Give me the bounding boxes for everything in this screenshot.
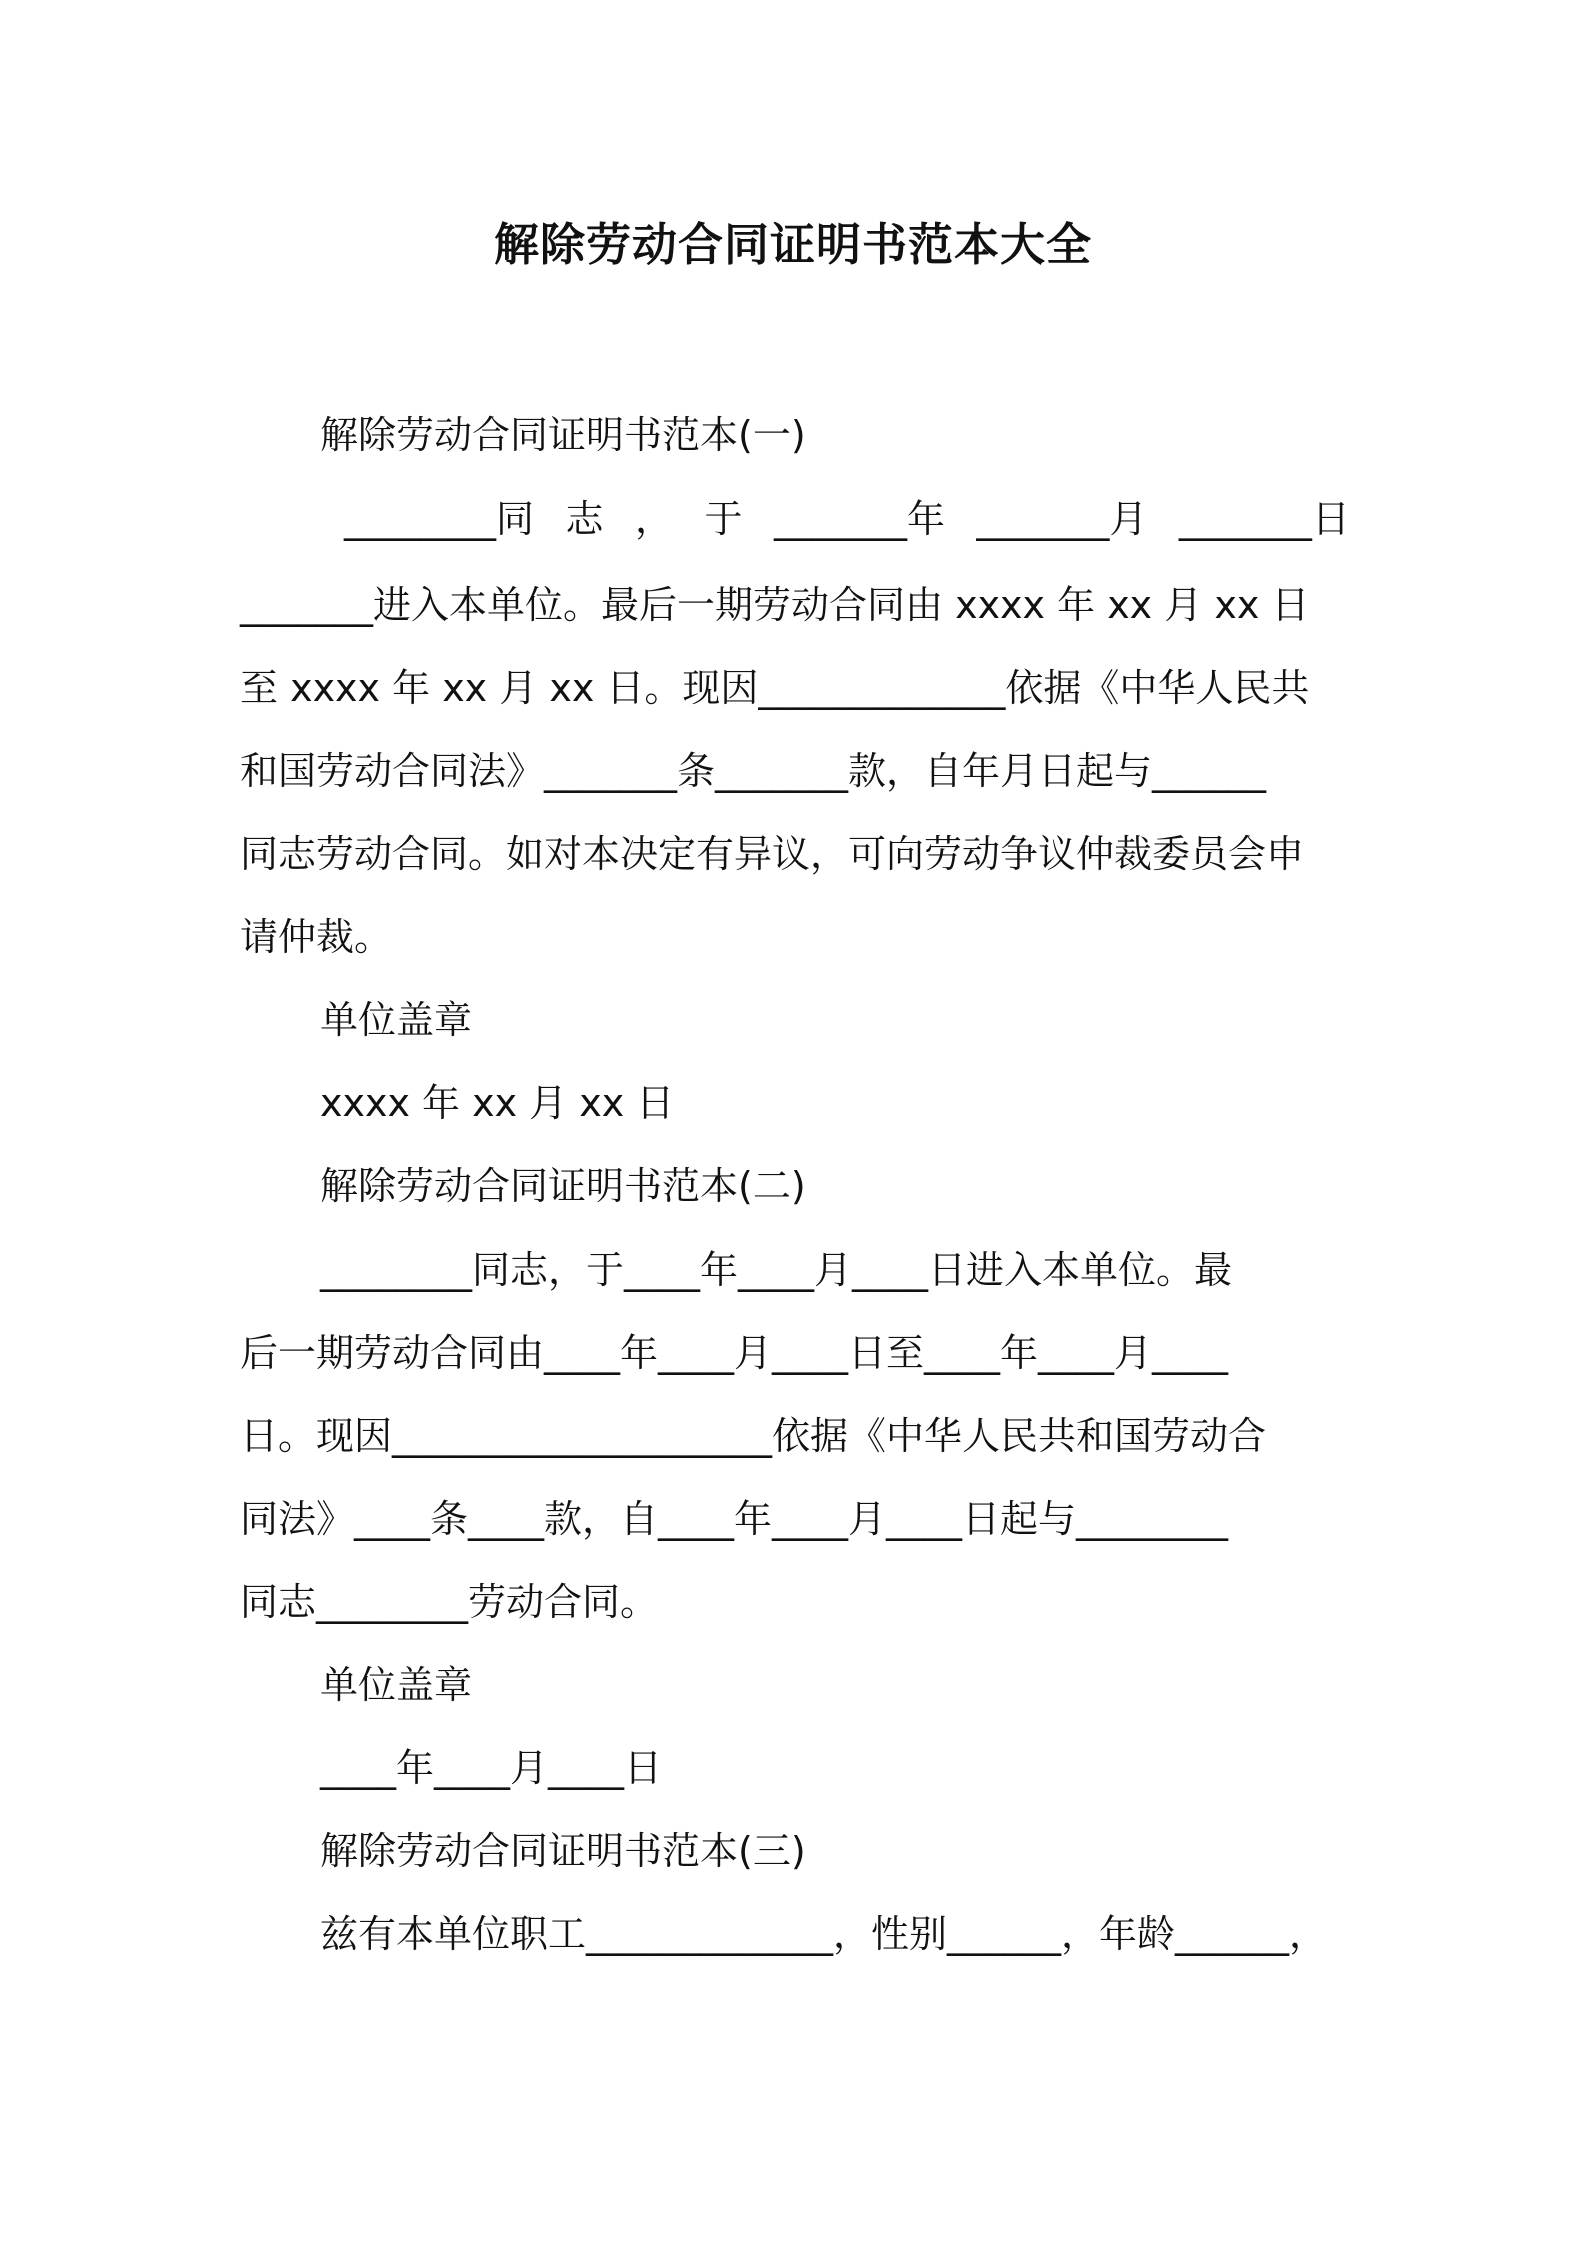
section2-seal: 单位盖章	[320, 1663, 473, 1707]
section3-line-1: 兹有本单位职工_____________，性别______，年龄______，	[320, 1912, 1328, 1956]
section1-line-1	[344, 492, 1350, 546]
section1-date: xxxx 年 xx 月 xx 日	[320, 1081, 675, 1125]
section1-line-1-seg: _______日	[1178, 497, 1350, 541]
section2-date: ____年____月____日	[320, 1746, 663, 1790]
section2-line-5: 同志________劳动合同。	[240, 1580, 659, 1624]
section1-line-1-seg: ，	[634, 497, 673, 541]
section1-line-5: 同志劳动合同。如对本决定有异议，可向劳动争议仲裁委员会申	[240, 832, 1305, 876]
section1-line-1-seg: _______月	[976, 497, 1148, 541]
section1-heading: 解除劳动合同证明书范本(一)	[320, 413, 806, 457]
section1-line-1-seg: 志	[565, 497, 604, 541]
section2-line-1: ________同志，于____年____月____日进入本单位。最	[320, 1248, 1233, 1292]
section1-seal: 单位盖章	[320, 998, 473, 1042]
section2-line-3: 日。现因____________________依据《中华人民共和国劳动合	[240, 1414, 1267, 1458]
section1-line-2: _______进入本单位。最后一期劳动合同由 xxxx 年 xx 月 xx 日	[240, 583, 1310, 627]
section1-line-1-seg: _______年	[773, 497, 945, 541]
section2-heading: 解除劳动合同证明书范本(二)	[320, 1164, 806, 1208]
section1-line-1-seg: ________同	[344, 497, 535, 541]
section2-line-2: 后一期劳动合同由____年____月____日至____年____月____	[240, 1331, 1229, 1375]
page-title: 解除劳动合同证明书范本大全	[493, 218, 1092, 271]
section1-line-3: 至 xxxx 年 xx 月 xx 日。现因_____________依据《中华人民共	[240, 666, 1310, 710]
section1-line-1-seg: 于	[704, 497, 743, 541]
section1-line-4: 和国劳动合同法》_______条_______款，自年月日起与______	[240, 749, 1267, 793]
section1-line-6: 请仲裁。	[240, 915, 393, 959]
section3-heading: 解除劳动合同证明书范本(三)	[320, 1829, 806, 1873]
section2-line-4: 同法》____条____款，自____年____月____日起与________	[240, 1497, 1229, 1541]
